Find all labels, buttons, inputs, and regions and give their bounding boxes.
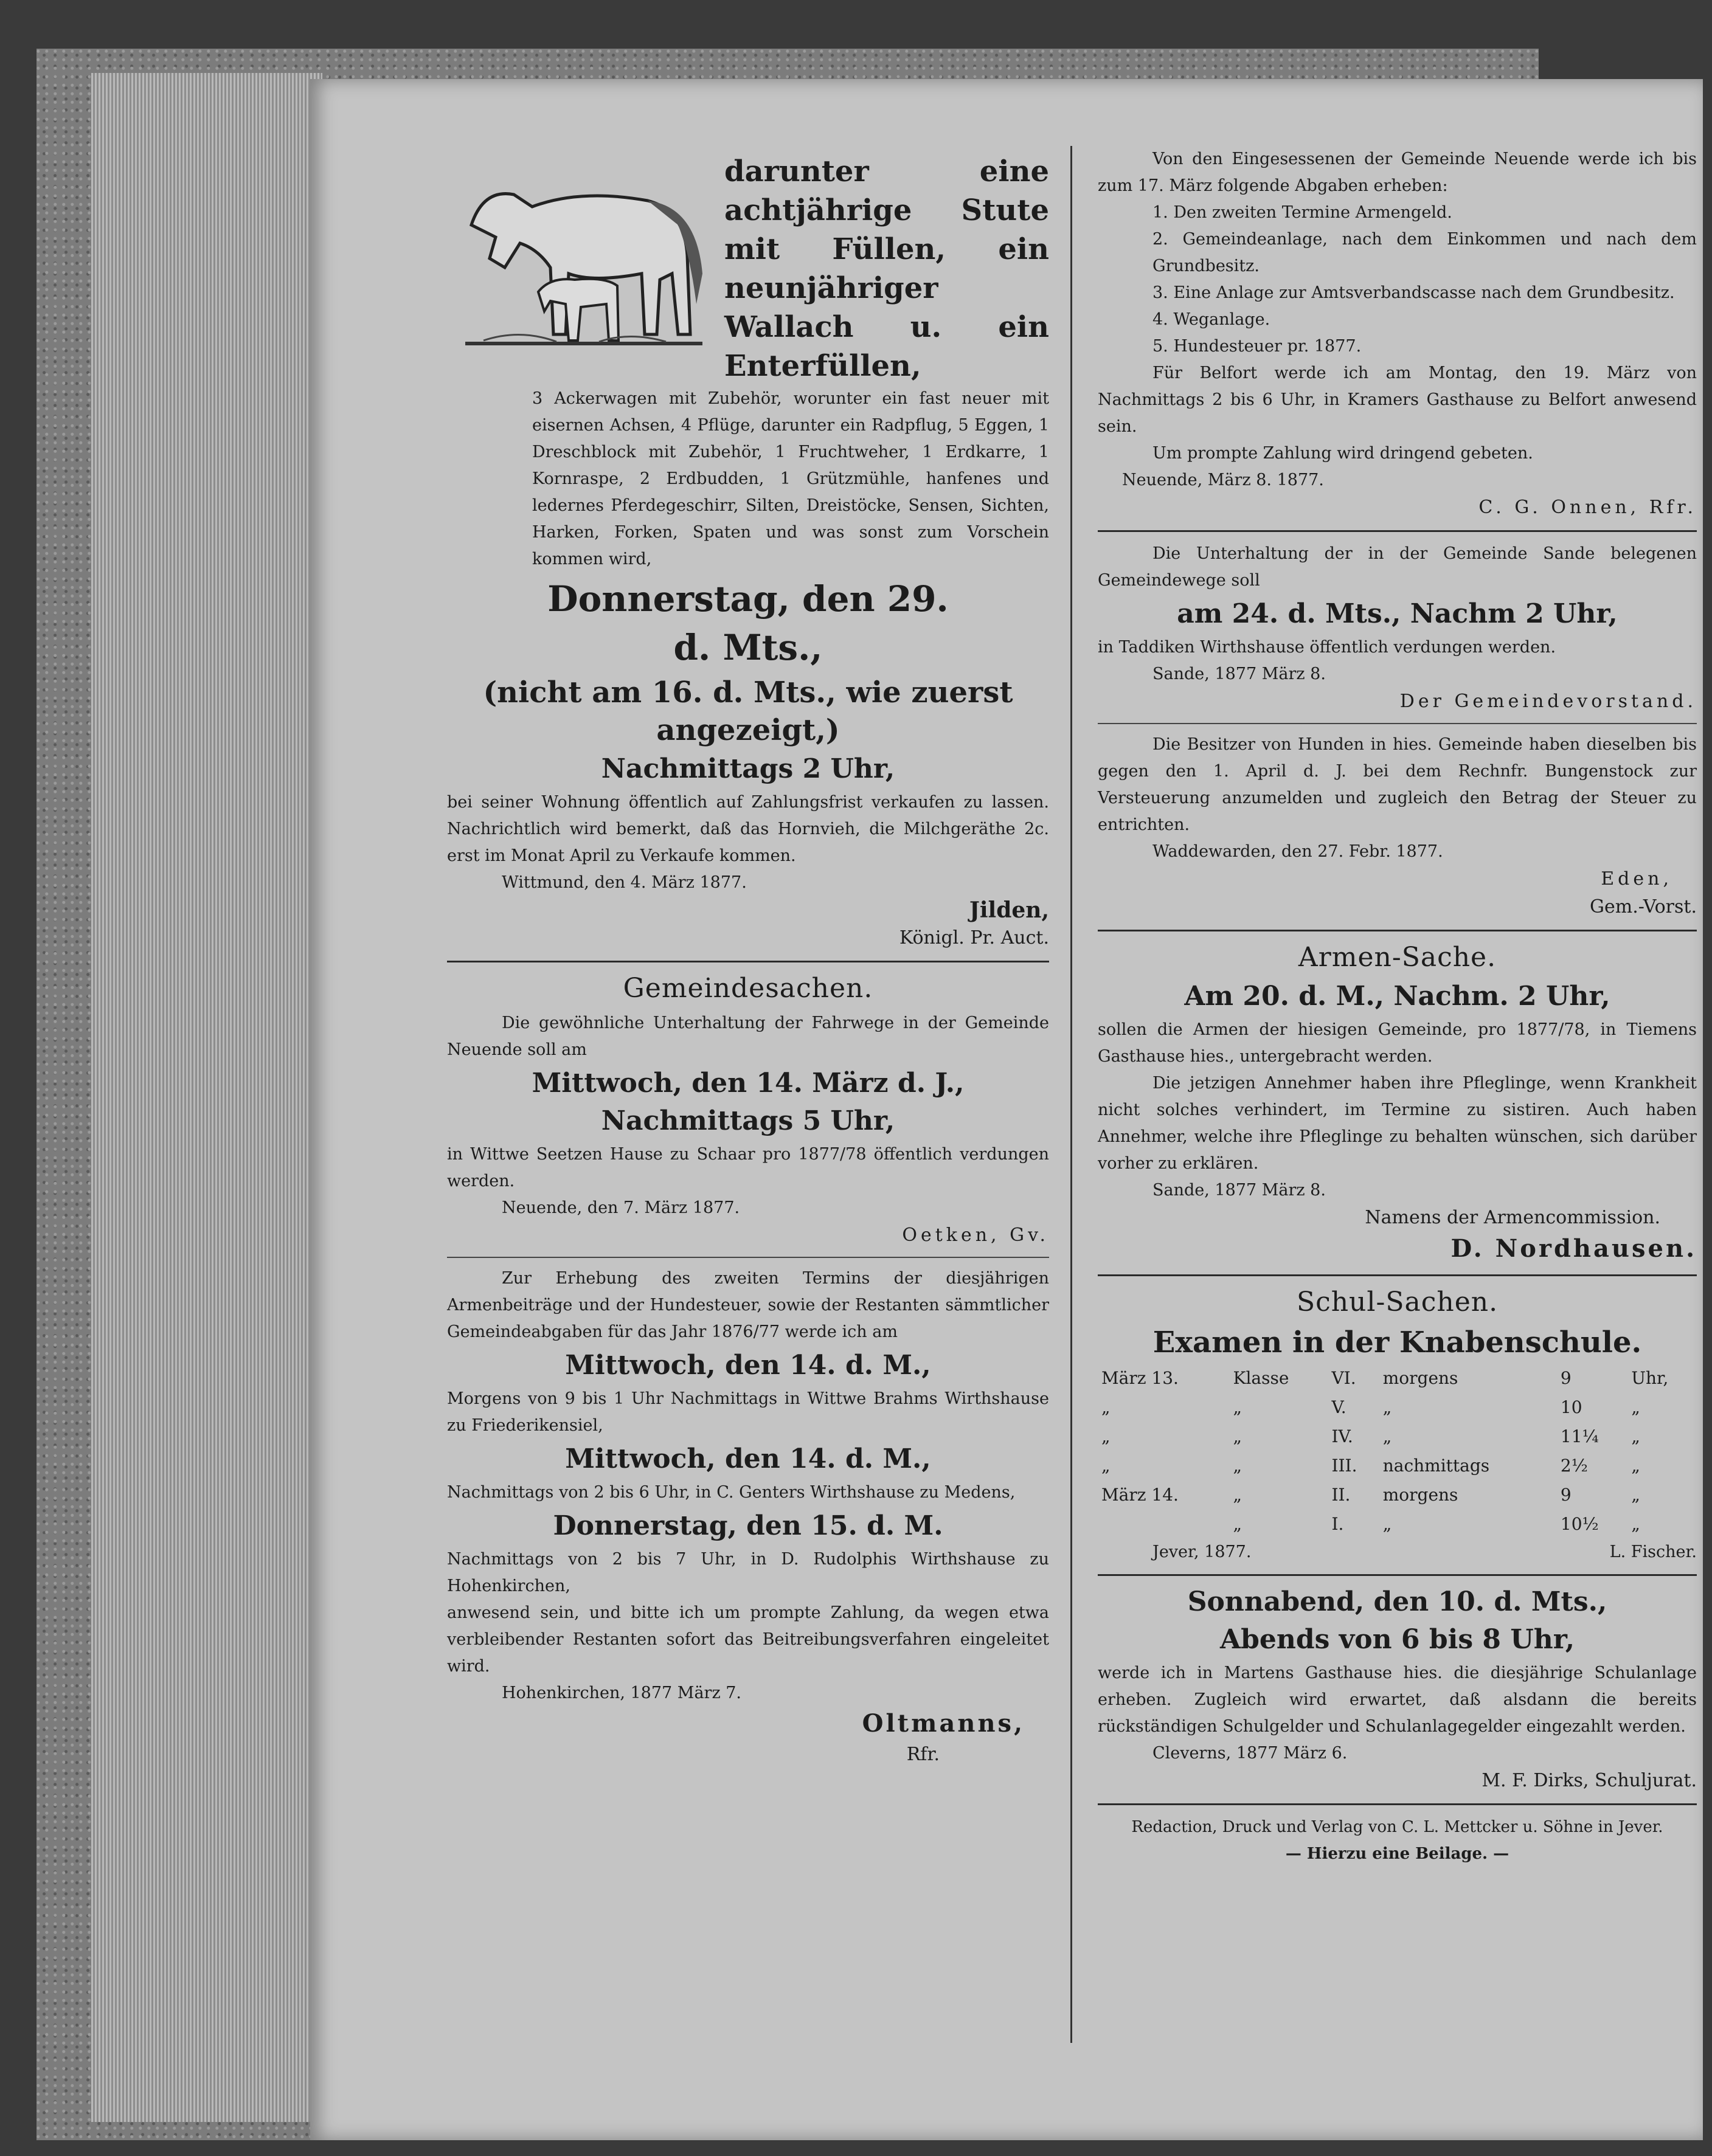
table-cell: „	[1631, 1456, 1640, 1476]
auction-body: bei seiner Wohnung öffentlich auf Zahlungsfrist verkaufen zu lassen. Nachrichtlich wird bemerkt, daß das Hornvieh, die Milchgeräthe 2c. erst im Monat April zu Verkaufe kommen.	[447, 793, 1049, 865]
abgaben-item-5: 5. Hundesteuer pr. 1877.	[1152, 337, 1362, 356]
table-cell: „	[1631, 1397, 1640, 1417]
abgaben-place-date: Neuende, März 8. 1877.	[1122, 471, 1324, 489]
items-list: 3 Ackerwagen mit Zubehör, worunter ein fast neuer mit eisernen Achsen, 4 Pflüge, darunter ein Radpflug, 5 Eggen, 1 Dreschblock mit Zubehör, 1 Fruchtweher, 1 Erdkarre, 1 Kornraspe, 2 Erdbudden, 1 Grützmühle, hanfenes und ledernes Pferdegeschirr, Silten, Dreistöcke, Sensen, Sichten, Harken, Forken, Spaten und was sonst zum Vorschein kommen wird,	[532, 389, 1049, 568]
table-cell: „	[1382, 1397, 1392, 1417]
gemeinde-time: Nachmittags 5 Uhr,	[601, 1105, 895, 1136]
table-cell: „	[1233, 1456, 1242, 1476]
gemeinde-signature: Oetken, Gv.	[902, 1225, 1049, 1246]
abgaben-item-4: 4. Weganlage.	[1152, 310, 1270, 329]
sande-wege-intro: Die Unterhaltung der in der Gemeinde Sande belegenen Gemeindewege soll	[1098, 544, 1697, 590]
erhebung-notice	[447, 1265, 1049, 1769]
abgaben-item-3: 3. Eine Anlage zur Amtsverbandscasse nach dem Grundbesitz.	[1152, 283, 1675, 302]
schulanlage-notice	[1098, 1584, 1697, 1795]
armen-date: Am 20. d. M., Nachm. 2 Uhr,	[1184, 981, 1610, 1012]
abgaben-belfort: Für Belfort werde ich am Montag, den 19. März von Nachmittags 2 bis 6 Uhr, in Kramers Gasthause zu Belfort anwesend sein.	[1098, 364, 1697, 436]
table-cell: März 13.	[1101, 1368, 1179, 1388]
erhebung-date-3: Donnerstag, den 15. d. M.	[553, 1510, 943, 1541]
table-cell: „	[1382, 1426, 1392, 1446]
auction-notice	[447, 152, 1049, 952]
exam-table	[1098, 1364, 1697, 1539]
right-column	[1098, 146, 1697, 2049]
schul-signature: L. Fischer.	[1609, 1543, 1697, 1561]
table-row	[1098, 1510, 1697, 1539]
table-cell: 11¼	[1560, 1426, 1599, 1446]
auction-date-note: (nicht am 16. d. Mts., wie zuerst angezeigt,)	[483, 675, 1013, 747]
gemeinde-notice	[447, 971, 1049, 1249]
table-cell: 2½	[1560, 1456, 1588, 1476]
table-cell: „	[1101, 1456, 1111, 1476]
table-cell: II.	[1331, 1485, 1351, 1505]
table-cell: „	[1382, 1514, 1392, 1534]
abgaben-item-1: 1. Den zweiten Termine Armengeld.	[1152, 203, 1452, 222]
auction-date: Donnerstag, den 29.	[547, 578, 949, 620]
sande-wege-signature: Der Gemeindevorstand.	[1399, 691, 1697, 712]
horse-text: darunter eine achtjährige Stute mit Füllen, ein neunjähriger Wallach u. ein Enterfüllen,	[724, 154, 1049, 383]
sande-wege-date: am 24. d. Mts., Nachm 2 Uhr,	[1177, 598, 1618, 629]
schulanlage-body: werde ich in Martens Gasthause hies. die diesjährige Schulanlage erheben. Zugleich wird erwartet, daß alsdann die bereits rückständigen Schulgelder und Schulanlagegelder eingezahlt werden.	[1098, 1664, 1697, 1736]
table-cell: 9	[1560, 1485, 1572, 1505]
auction-signature: Jilden,	[969, 897, 1049, 923]
table-cell: 10½	[1560, 1514, 1599, 1534]
table-cell: IV.	[1331, 1426, 1353, 1446]
table-cell: 10	[1560, 1397, 1582, 1417]
horse-illustration	[447, 152, 709, 353]
table-cell: Klasse	[1233, 1368, 1289, 1388]
armen-title: Armen-Sache.	[1298, 942, 1497, 973]
gemeinde-date: Mittwoch, den 14. März d. J.,	[532, 1068, 965, 1099]
table-cell: morgens	[1382, 1368, 1458, 1388]
auction-place-date: Wittmund, den 4. März 1877.	[502, 873, 747, 892]
table-cell: „	[1631, 1485, 1640, 1505]
section-rule	[1098, 1574, 1697, 1576]
table-row	[1098, 1422, 1697, 1451]
abgaben-notice	[1098, 146, 1697, 522]
table-cell: „	[1233, 1485, 1242, 1505]
hunde-notice	[1098, 731, 1697, 921]
imprint: Redaction, Druck und Verlag von C. L. Mettcker u. Söhne in Jever.	[1131, 1818, 1663, 1836]
section-rule	[1098, 530, 1697, 532]
schul-notice	[1098, 1285, 1697, 1566]
hunde-place-date: Waddewarden, den 27. Febr. 1877.	[1152, 842, 1443, 861]
table-cell: VI.	[1331, 1368, 1356, 1388]
table-cell: „	[1631, 1426, 1640, 1446]
erhebung-text-2: Nachmittags von 2 bis 6 Uhr, in C. Genters Wirthshause zu Medens,	[447, 1483, 1016, 1502]
auction-sign-title: Königl. Pr. Auct.	[899, 927, 1049, 948]
table-cell: „	[1233, 1514, 1242, 1534]
beilage-note: — Hierzu eine Beilage. —	[1285, 1845, 1509, 1863]
armen-signature: D. Nordhausen.	[1450, 1234, 1697, 1263]
newspaper-page	[310, 79, 1703, 2140]
erhebung-place-date: Hohenkirchen, 1877 März 7.	[502, 1684, 742, 1702]
column-divider	[1070, 146, 1072, 2043]
schulanlage-signature: M. F. Dirks, Schuljurat.	[1482, 1770, 1697, 1791]
armen-body-1: sollen die Armen der hiesigen Gemeinde, pro 1877/78, in Tiemens Gasthause hies., untergebracht werden.	[1098, 1020, 1697, 1066]
table-cell: nachmittags	[1382, 1456, 1490, 1476]
gemeinde-intro: Die gewöhnliche Unterhaltung der Fahrwege in der Gemeinde Neuende soll am	[447, 1014, 1049, 1059]
table-cell: V.	[1331, 1397, 1346, 1417]
section-rule	[1098, 723, 1697, 724]
schul-place-date: Jever, 1877.	[1152, 1543, 1252, 1561]
section-rule	[1098, 930, 1697, 931]
table-row	[1098, 1481, 1697, 1510]
sande-wege-place-date: Sande, 1877 März 8.	[1152, 665, 1326, 683]
erhebung-text-3: Nachmittags von 2 bis 7 Uhr, in D. Rudolphis Wirthshause zu Hohenkirchen,	[447, 1550, 1049, 1595]
schul-heading: Examen in der Knabenschule.	[1152, 1325, 1642, 1360]
schul-title: Schul-Sachen.	[1296, 1287, 1499, 1318]
armen-notice	[1098, 940, 1697, 1266]
abgaben-signature: C. G. Onnen, Rfr.	[1478, 497, 1697, 518]
table-cell: „	[1233, 1397, 1242, 1417]
table-cell	[1098, 1510, 1230, 1539]
auction-time: Nachmittags 2 Uhr,	[601, 753, 895, 784]
hunde-body: Die Besitzer von Hunden in hies. Gemeinde haben dieselben bis gegen den 1. April d. J. bei dem Rechnfr. Bungenstock zur Versteuerung anzumelden und zugleich den Betrag der Steuer zu entrichten.	[1098, 735, 1697, 834]
gemeinde-body: in Wittwe Seetzen Hause zu Schaar pro 1877/78 öffentlich verdungen werden.	[447, 1145, 1049, 1190]
schulanlage-date: Sonnabend, den 10. d. Mts.,	[1187, 1586, 1607, 1617]
sande-wege-body: in Taddiken Wirthshause öffentlich verdungen werden.	[1098, 638, 1556, 657]
left-column	[447, 152, 1049, 2006]
schulanlage-time: Abends von 6 bis 8 Uhr,	[1219, 1624, 1575, 1655]
erhebung-text-4: anwesend sein, und bitte ich um prompte Zahlung, da wegen etwa verbleibender Restanten sofort das Beitreibungsverfahren eingeleitet wird.	[447, 1603, 1049, 1676]
table-cell: „	[1233, 1426, 1242, 1446]
armen-body-2: Die jetzigen Annehmer haben ihre Pfleglinge, wenn Krankheit nicht solches verhindert, im Termine zu sistiren. Auch haben Annehmer, welche ihre Pfleglinge zu behalten wünschen, sich darüber vorher zu erklären.	[1098, 1074, 1697, 1173]
section-rule	[1098, 1803, 1697, 1805]
table-cell: III.	[1331, 1456, 1357, 1476]
schul-footer	[1098, 1539, 1697, 1566]
gemeinde-place-date: Neuende, den 7. März 1877.	[502, 1198, 740, 1217]
abgaben-prompt: Um prompte Zahlung wird dringend gebeten.	[1152, 444, 1533, 463]
gemeinde-title: Gemeindesachen.	[623, 973, 873, 1004]
erhebung-text-1: Morgens von 9 bis 1 Uhr Nachmittags in Wittwe Brahms Wirthshause zu Friederikensiel,	[447, 1389, 1049, 1435]
armen-place-date: Sande, 1877 März 8.	[1152, 1181, 1326, 1200]
abgaben-intro: Von den Eingesessenen der Gemeinde Neuende werde ich bis zum 17. März folgende Abgaben erheben:	[1098, 150, 1697, 195]
auction-date-month: d. Mts.,	[673, 627, 823, 668]
horse-header	[447, 152, 1049, 385]
armen-sign-title: Namens der Armencommission.	[1365, 1207, 1660, 1228]
table-row	[1098, 1393, 1697, 1422]
table-cell: I.	[1331, 1514, 1344, 1534]
page-edges	[91, 73, 322, 2122]
hunde-sign-title: Gem.-Vorst.	[1590, 896, 1697, 917]
table-cell: Uhr,	[1631, 1368, 1669, 1388]
table-row	[1098, 1451, 1697, 1481]
section-rule	[1098, 1274, 1697, 1276]
erhebung-signature: Oltmanns,	[862, 1709, 1025, 1738]
table-cell: morgens	[1382, 1485, 1458, 1505]
table-cell: März 14.	[1101, 1485, 1179, 1505]
table-cell: „	[1631, 1514, 1640, 1534]
erhebung-intro: Zur Erhebung des zweiten Termins der diesjährigen Armenbeiträge und der Hundesteuer, sowie der Restanten sämmtlicher Gemeindeabgaben für das Jahr 1876/77 werde ich am	[447, 1269, 1049, 1341]
abgaben-item-2: 2. Gemeindeanlage, nach dem Einkommen und nach dem Grundbesitz.	[1152, 230, 1697, 275]
erhebung-date-1: Mittwoch, den 14. d. M.,	[565, 1350, 931, 1381]
section-rule	[447, 961, 1049, 962]
table-row	[1098, 1364, 1697, 1393]
erhebung-sign-title: Rfr.	[906, 1744, 940, 1765]
table-cell: „	[1101, 1426, 1111, 1446]
schulanlage-place-date: Cleverns, 1877 März 6.	[1152, 1744, 1348, 1763]
table-cell: 9	[1560, 1368, 1572, 1388]
erhebung-date-2: Mittwoch, den 14. d. M.,	[565, 1443, 931, 1474]
sande-wege-notice	[1098, 541, 1697, 716]
section-rule	[447, 1257, 1049, 1258]
hunde-signature: Eden,	[1601, 868, 1672, 890]
table-cell: „	[1101, 1397, 1111, 1417]
